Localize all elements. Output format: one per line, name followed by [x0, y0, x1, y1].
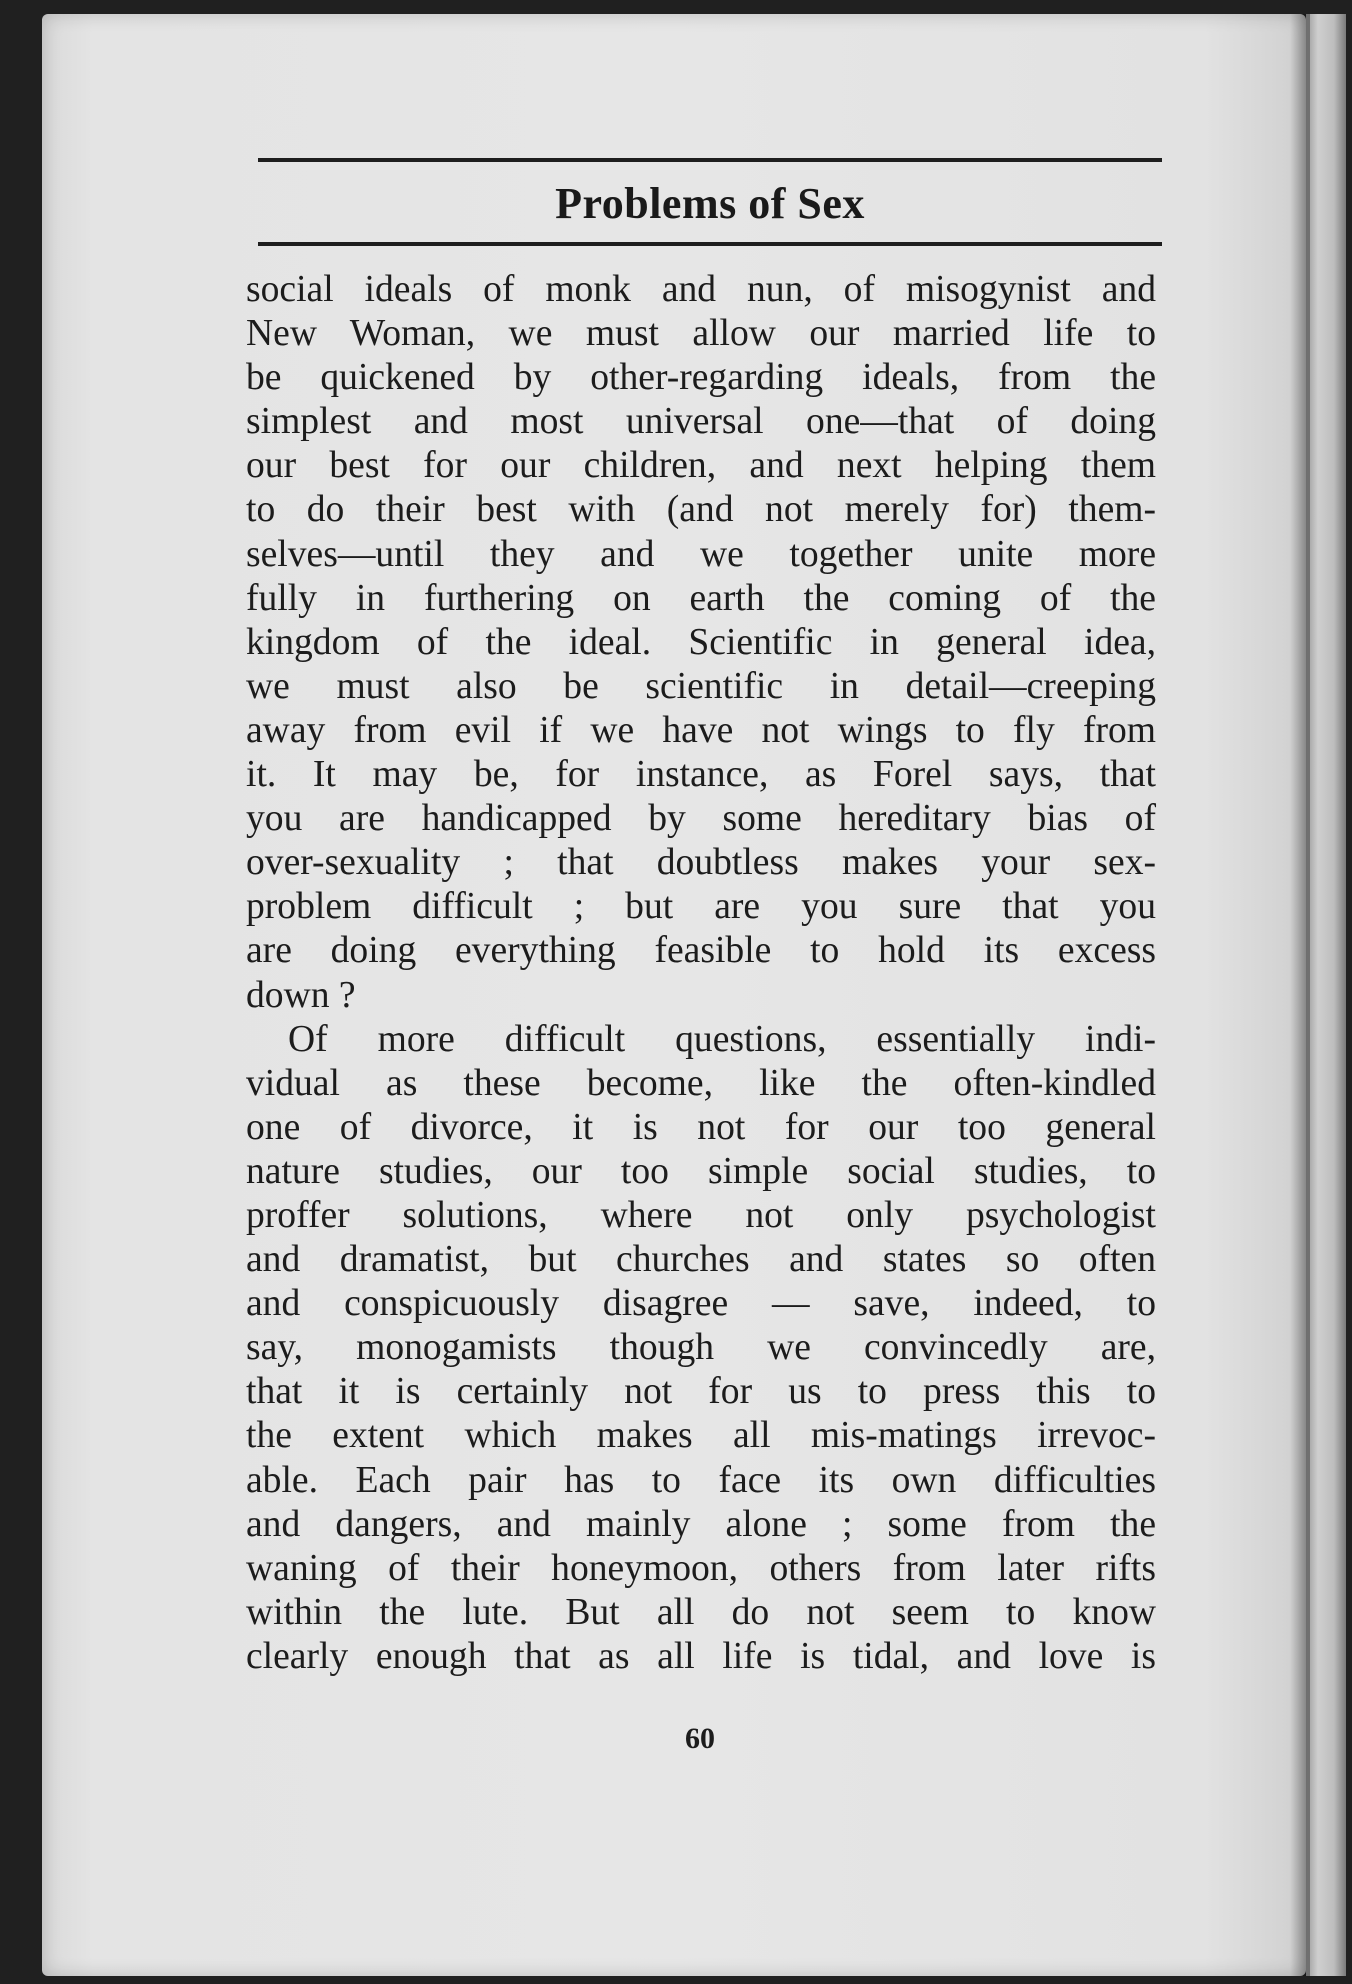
gutter-shadow — [1290, 14, 1310, 1976]
text-line: over-sexuality ; that doubtless makes your sex- — [246, 842, 1156, 884]
text-line: problem difficult ; but are you sure that you — [246, 886, 1156, 928]
text-line: you are handicapped by some hereditary bias of — [246, 798, 1156, 840]
text-line: the extent which makes all mis-matings irrevoc- — [246, 1415, 1156, 1457]
text-line: kingdom of the ideal. Scientific in general idea, — [246, 621, 1156, 663]
header-rule-bottom — [258, 242, 1162, 246]
text-line: able. Each pair has to face its own difficulties — [246, 1459, 1156, 1501]
text-line: vidual as these become, like the often-kindled — [246, 1062, 1156, 1104]
text-line: and dramatist, but churches and states so often — [246, 1239, 1156, 1281]
running-head: Problems of Sex — [555, 179, 865, 228]
paragraph-1 — [246, 268, 1156, 1018]
text-line: to do their best with (and not merely for) them- — [246, 489, 1156, 531]
page-header — [258, 158, 1162, 250]
text-line: say, monogamists though we convincedly are, — [246, 1327, 1156, 1369]
text-line: we must also be scientific in detail—creeping — [246, 665, 1156, 707]
text-line: are doing everything feasible to hold its excess — [246, 930, 1156, 972]
text-line: fully in furthering on earth the coming of the — [246, 577, 1156, 619]
header-rule-top — [258, 158, 1162, 162]
text-line: selves—until they and we together unite more — [246, 533, 1156, 575]
text-line: New Woman, we must allow our married life to — [246, 313, 1156, 355]
text-line: within the lute. But all do not seem to know — [246, 1591, 1156, 1633]
text-line: simplest and most universal one—that of doing — [246, 401, 1156, 443]
text-line: and conspicuously disagree — save, indeed, to — [246, 1283, 1156, 1325]
text-line: social ideals of monk and nun, of misogynist and — [246, 269, 1156, 310]
text-line: our best for our children, and next helping them — [246, 445, 1156, 487]
next-page-edge — [1306, 14, 1346, 1976]
text-line: down ? — [246, 974, 356, 1016]
text-line: and dangers, and mainly alone ; some from the — [246, 1503, 1156, 1545]
text-line: it. It may be, for instance, as Forel says, that — [246, 754, 1156, 796]
text-line: Of more difficult questions, essentially indi- — [288, 1018, 1156, 1060]
text-line: proffer solutions, where not only psychologist — [246, 1194, 1156, 1236]
text-line: that it is certainly not for us to press this to — [246, 1371, 1156, 1413]
text-line: be quickened by other-regarding ideals, from the — [246, 357, 1156, 399]
text-line: waning of their honeymoon, others from later rifts — [246, 1547, 1156, 1589]
text-line: one of divorce, it is not for our too general — [246, 1106, 1156, 1148]
page-number: 60 — [685, 1722, 715, 1755]
text-line: away from evil if we have not wings to fly from — [246, 709, 1156, 751]
text-line: clearly enough that as all life is tidal, and love is — [246, 1635, 1156, 1677]
text-line: nature studies, our too simple social studies, to — [246, 1150, 1156, 1192]
body-text — [246, 268, 1156, 1679]
paragraph-2 — [246, 1018, 1156, 1679]
